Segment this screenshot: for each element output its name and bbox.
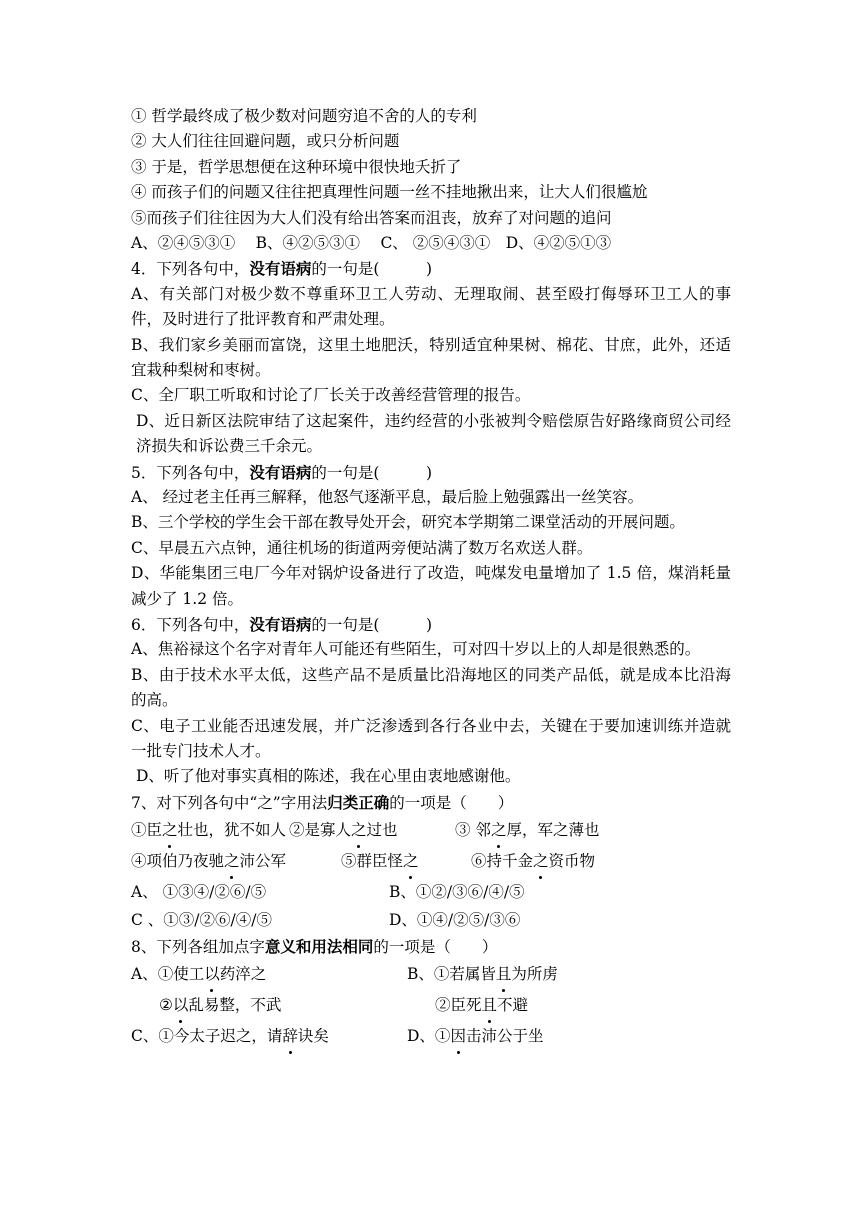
- q4-option-a: A、有关部门对极少数不尊重环卫工人劳动、无理取闹、甚至殴打侮辱环卫工人的事件，及时进行了批评教育和严肃处理。: [131, 284, 731, 329]
- order-item-4: ④ 而孩子们的问题又往往把真理性问题一丝不挂地揪出来，让大人们很尴尬: [131, 183, 648, 202]
- q6-option-a: A、焦裕禄这个名字对青年人可能还有些陌生，可对四十岁以上的人却是很熟悉的。: [131, 640, 701, 659]
- q4-option-c: C、全厂职工听取和讨论了厂长关于改善经营管理的报告。: [131, 386, 531, 405]
- q8-options-row-2: [131, 990, 731, 1021]
- q8-options-row-3: [131, 1021, 731, 1052]
- question-7-stem: [131, 790, 731, 815]
- q4-option-d: D、近日新区法院审结了这起案件，违约经营的小张被判令赔偿原告好路缘商贸公司经济损失和诉讼费三千余元。: [136, 411, 731, 456]
- q7-sentence-3: ③ 邻之厚，军之薄也: [455, 815, 599, 846]
- q7-stem-bold: 归类正确: [327, 792, 390, 812]
- emphasis-dot-char: 以: [204, 959, 220, 990]
- q7-options-row-1: [131, 877, 731, 908]
- emphasis-dot-char: 之: [403, 846, 419, 877]
- order-options: A、②④⑤③① B、④②⑤③① C、 ②⑤④③① D、④②⑤①③: [131, 233, 612, 252]
- q4-stem-pre: 4．下列各句中，: [131, 260, 250, 279]
- q8-option-b-1: B、①若属皆且为所虏: [407, 959, 558, 990]
- emphasis-dot-char: 且: [482, 990, 498, 1021]
- q8-stem-post: 的一项是（ ）: [373, 937, 498, 956]
- q7-option-b: B、①②/③⑥/④/⑤: [389, 883, 525, 902]
- q5-option-b: B、三个学校的学生会干部在教导处开会，研究本学期第二课堂活动的开展问题。: [131, 513, 685, 532]
- q8-options-row-1: [131, 959, 731, 990]
- q8-stem-bold: 意义和用法相同: [264, 936, 374, 956]
- order-item-5: ⑤而孩子们往往因为大人们没有给出答案而沮丧，放弃了对问题的追问: [131, 208, 612, 227]
- q7-sentence-2: ②是寡人之过也: [289, 815, 455, 846]
- q7-option-c: C 、①③/②⑥/④/⑤: [131, 911, 272, 930]
- emphasis-dot-char: 之: [533, 846, 549, 877]
- emphasis-dot-char: 因: [450, 1021, 466, 1052]
- q7-sentences-row-2: [131, 846, 731, 877]
- q7-sentence-1: ①臣之壮也，犹不如人: [131, 815, 289, 846]
- q7-stem-post: 的一项是（ ）: [389, 793, 514, 812]
- question-5-stem: [131, 460, 731, 485]
- emphasis-dot-char: 之: [224, 846, 240, 877]
- q6-stem-post: 的一句是( ): [311, 616, 432, 634]
- order-item-3: ③ 于是，哲学思想便在这种环境中很快地夭折了: [131, 157, 462, 176]
- q6-stem-pre: 6．下列各句中，: [131, 616, 250, 634]
- q7-sentences-row-1: [131, 815, 731, 846]
- q7-sentence-4: ④项伯乃夜驰之沛公军: [131, 846, 341, 877]
- order-item-2: ② 大人们往往回避问题，或只分析问题: [131, 132, 400, 151]
- q4-stem-bold: 没有语病: [249, 259, 312, 279]
- q5-option-c: C、早晨五六点钟，通往机场的街道两旁便站满了数万名欢送人群。: [131, 538, 593, 557]
- question-4-stem: [131, 256, 731, 281]
- q5-stem-post: 的一句是( ): [311, 463, 432, 482]
- order-item-1: ① 哲学最终成了极少数对问题穷追不舍的人的专利: [131, 107, 477, 125]
- q7-option-d: D、①④/②⑤/③⑥: [389, 911, 521, 930]
- q7-sentence-5: ⑤群臣怪之: [341, 846, 471, 877]
- q5-option-d: D、华能集团三电厂今年对锅炉设备进行了改造，吨煤发电量增加了 1.5 倍，煤消耗量减少了 1.2 倍。: [131, 564, 731, 608]
- q6-stem-bold: 没有语病: [249, 615, 312, 634]
- q7-option-a: A、 ①③④/②⑥/⑤: [131, 883, 267, 902]
- q4-stem-post: 的一句是( ): [311, 260, 432, 279]
- emphasis-dot-char: 之: [491, 815, 507, 846]
- q8-stem-pre: 8、下列各组加点字: [131, 937, 265, 956]
- q8-option-a-2: ②以乱易整，不武: [131, 990, 407, 1021]
- q4-option-b: B、我们家乡美丽而富饶，这里土地肥沃，特别适宜种果树、棉花、甘庶，此外，还适宜栽种梨树和枣树。: [131, 335, 731, 379]
- question-6-stem: [131, 612, 731, 637]
- emphasis-dot-char: 以: [173, 990, 189, 1021]
- question-8-stem: [131, 934, 731, 959]
- q5-stem-pre: 5．下列各句中，: [131, 463, 250, 482]
- exam-content: [131, 104, 731, 1052]
- q6-option-c: C、电子工业能否迅速发展，并广泛渗透到各行各业中去，关键在于要加速训练并造就一批专门技术人才。: [131, 716, 731, 761]
- q5-stem-bold: 没有语病: [249, 462, 312, 482]
- emphasis-dot-char: 之: [351, 815, 367, 846]
- q7-stem-pre: 7、对下列各句中“之”字用法: [131, 793, 328, 812]
- emphasis-dot-char: 之: [162, 815, 178, 846]
- q8-option-b-2: ②臣死且不避: [407, 990, 528, 1021]
- emphasis-dot-char: 且: [496, 959, 512, 990]
- q6-option-d: D、听了他对事实真相的陈述，我在心里由衷地感谢他。: [136, 767, 521, 786]
- q7-sentence-6: ⑥持千金之资币物: [471, 846, 595, 877]
- q8-option-d-1: D、①因击沛公于坐: [407, 1021, 543, 1052]
- q7-options-row-2: [131, 908, 731, 933]
- q5-option-a: A、 经过老主任再三解释，他怒气逐渐平息，最后脸上勉强露出一丝笑容。: [131, 487, 644, 506]
- emphasis-dot-char: 辞: [282, 1021, 298, 1052]
- q8-option-a-1: A、①使工以药淬之: [131, 959, 407, 990]
- q8-option-c-1: C、①今太子迟之，请辞诀矣: [131, 1021, 407, 1052]
- q6-option-b: B、由于技术水平太低，这些产品不是质量比沿海地区的同类产品低，就是成本比沿海的高。: [131, 665, 731, 710]
